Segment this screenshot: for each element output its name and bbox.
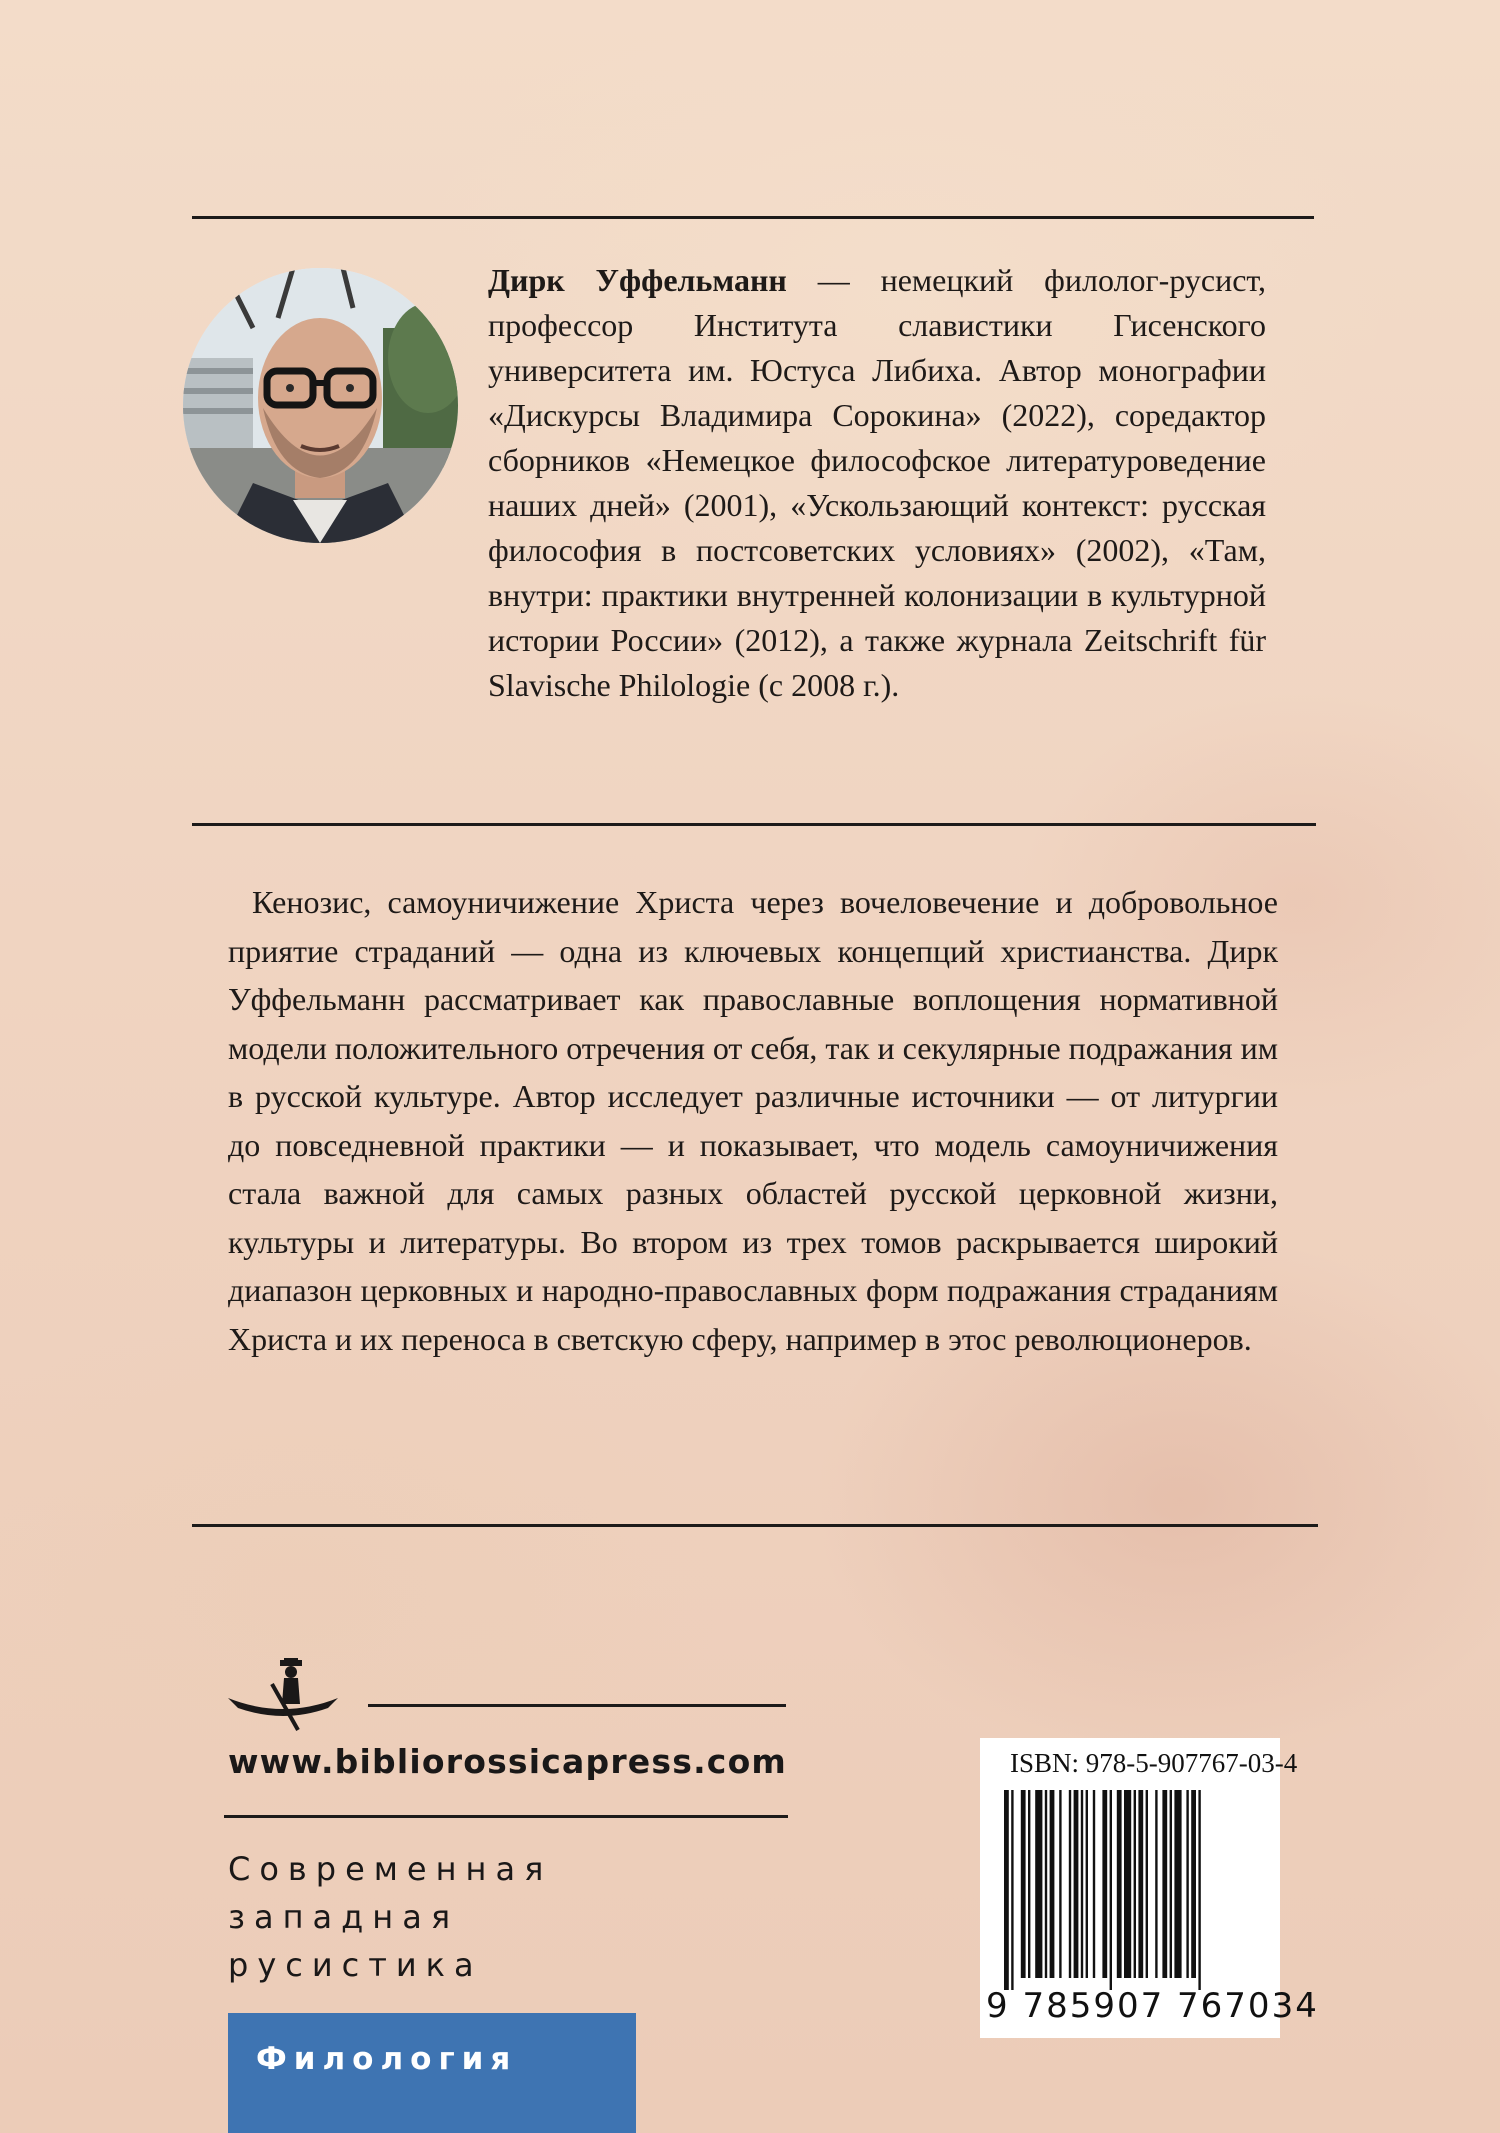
barcode-bar: [1198, 1790, 1200, 1990]
barcode-bar: [1086, 1790, 1088, 1978]
logo-rule: [368, 1704, 786, 1707]
barcode-bar: [1035, 1790, 1042, 1978]
author-bio-text: — немецкий филолог-русист, профессор Института славистики Гисенского университета им. Юстуса Либиха. Автор монографии «Дискурсы Владимира Сорокина» (2022), соредактор сборников «Немецкое философское литературоведение наших дней» (2001), «Ускользающий контекст: русская философия в постсоветских условиях» (2002), «Там, внутри: практики внутренней колонизации в культурной истории России» (2012), а также журнала Zeitschrift für Slavische Philologie (с 2008 г.).: [488, 262, 1267, 703]
barcode-bar: [1004, 1790, 1009, 1990]
ean-digits: 9 785907 767034: [986, 1986, 1319, 2026]
author-photo: [183, 268, 458, 543]
divider-middle: [192, 823, 1316, 826]
barcode-bar: [1117, 1790, 1122, 1978]
barcode-bar: [1110, 1790, 1112, 1990]
barcode-bar: [1138, 1790, 1143, 1978]
barcode-bar: [1170, 1790, 1172, 1978]
boat-with-rower-icon: [228, 1658, 338, 1734]
barcode-bar: [1021, 1790, 1026, 1978]
barcode: [1000, 1790, 1276, 1990]
barcode-bar: [1162, 1790, 1167, 1978]
barcode-bar: [1146, 1790, 1148, 1978]
barcode-bar: [1045, 1790, 1047, 1978]
publisher-website[interactable]: www.bibliorossicapress.com: [228, 1742, 788, 1781]
barcode-bar: [1191, 1790, 1196, 1978]
author-bio: [488, 258, 1266, 708]
category-badge: [228, 2013, 636, 2133]
website-rule: [224, 1815, 788, 1818]
divider-top: [192, 216, 1314, 219]
barcode-bar: [1050, 1790, 1055, 1978]
barcode-bar: [1093, 1790, 1095, 1978]
barcode-bar: [1102, 1790, 1107, 1978]
isbn-barcode-box: [980, 1738, 1319, 2038]
barcode-bar: [1124, 1790, 1131, 1978]
author-name: Дирк Уффельманн: [488, 262, 787, 298]
barcode-bar: [1081, 1790, 1083, 1978]
isbn-label: ISBN: 978-5-907767-03-4: [1010, 1748, 1298, 1778]
barcode-bar: [1074, 1790, 1079, 1978]
barcode-bar: [1155, 1790, 1157, 1978]
series-title: [228, 1845, 552, 1989]
barcode-bar: [1134, 1790, 1136, 1978]
book-description: Кенозис, самоуничижение Христа через вочеловечение и добровольное приятие страданий — одна из ключевых концепций христианства. Дирк Уффельманн рассматривает как православные воплощения нормативной модели положительного отречения от себя, так и секулярные подражания им в русской культуре. Автор исследует различные источники — от литургии до повседневной практики — и показывает, что модель самоуничижения стала важной для самых разных областей русской церковной жизни, культуры и литературы. Во втором из трех томов раскрывается широкий диапазон церковных и народно-православных форм подражания страданиям Христа и их переноса в светскую сферу, например в этос революционеров.: [228, 884, 1278, 1357]
category-label: Филология: [256, 2041, 518, 2077]
barcode-bar: [1028, 1790, 1030, 1978]
series-line: западная: [228, 1898, 460, 1936]
barcode-bar: [1011, 1790, 1013, 1990]
series-line: русистика: [228, 1946, 483, 1984]
divider-bottom: [192, 1524, 1318, 1527]
barcode-bar: [1059, 1790, 1061, 1978]
barcode-bar: [1186, 1790, 1188, 1978]
series-line: Современная: [228, 1850, 553, 1888]
barcode-bar: [1069, 1790, 1071, 1978]
barcode-bar: [1174, 1790, 1181, 1978]
